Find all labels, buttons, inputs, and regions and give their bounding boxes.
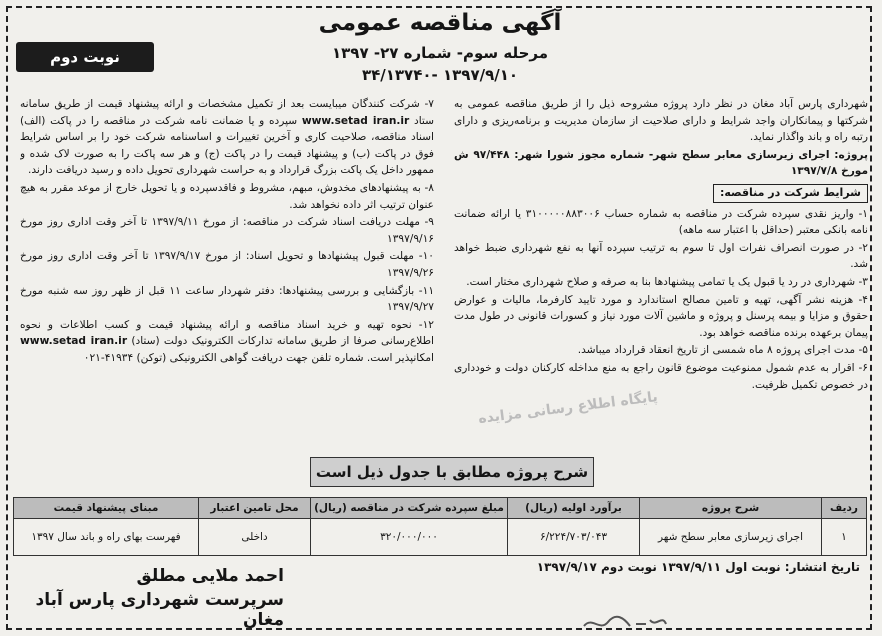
condition-item: ۹- مهلت دریافت اسناد شرکت در مناقصه: از مورخ ۱۳۹۷/۹/۱۱ تا آخر وقت اداری روز مورخ ۱۳۹۷/۹/۱۶ [20,216,434,245]
table-row [14,519,867,556]
watermark: پایگاه اطلاع رسانی مزایده [477,389,659,427]
cell-deposit: ۳۲۰/۰۰۰/۰۰۰ [311,519,508,556]
cell-estimate: ۶/۲۲۴/۷۰۳/۰۴۳ [508,519,640,556]
cell-row-number: ۱ [822,519,867,556]
handwritten-mark-icon [580,612,670,634]
page-title: آگهی مناقصه عمومی [318,10,562,36]
condition-item: ۲- در صورت انصراف نفرات اول تا سوم به ترتیب سپرده آنها به نفع شهرداری ضبط خواهد شد. [454,241,868,271]
signer-title: سرپرست شهرداری پارس آباد مغان [35,590,284,630]
header-funding-source: محل تامین اعتبار [199,498,311,519]
reference-number: ۱۳۹۷/۹/۱۰ -۳۴/۱۳۷۴۰ [361,66,519,84]
setad-link[interactable]: www.setad iran.ir [301,114,410,127]
publication-date: تاریخ انتشار: نوبت اول ۱۳۹۷/۹/۱۱ نوبت دوم ۱۳۹۷/۹/۱۷ [536,560,860,574]
project-table [13,497,867,556]
setad-link[interactable]: www.setad iran.ir [20,335,128,348]
left-column [20,96,434,454]
condition-item: ۱۱- بازگشایی و بررسی پیشنهادها: دفتر شهردار ساعت ۱۱ قبل از ظهر روز سه شنبه مورخ ۱۳۹۷/۹/۲۷ [20,284,434,314]
condition-item: ۵- مدت اجرای پروژه ۸ ماه شمسی از تاریخ انعقاد قرارداد میباشد. [577,344,868,357]
header-project-desc: شرح پروژه [640,498,822,519]
header-deposit: مبلغ سپرده شرکت در مناقصه (ریال) [311,498,508,519]
condition-item: ۶- اقرار به عدم شمول ممنوعیت موضوع قانون راجع به منع مداخله کارکنان دولت و خودداری در خصوص تکمیل ظرفیت. [454,361,868,391]
stage-number: مرحله سوم- شماره ۲۷- ۱۳۹۷ [331,44,548,62]
table-title: شرح پروژه مطابق با جدول ذیل است [310,457,594,487]
conditions-heading: شرایط شرکت در مناقصه: [713,184,868,203]
header-row-number: ردیف [822,498,867,519]
round-badge: نوبت دوم [16,42,154,72]
header-estimate: برآورد اولیه (ریال) [508,498,640,519]
condition-item: ۱۰- مهلت قبول پیشنهادها و تحویل اسناد: از مورخ ۱۳۹۷/۹/۱۷ تا آخر وقت اداری روز مورخ ۱۳۹۷/۹/۲۶ [20,250,434,279]
condition-item: ۳- شهرداری در رد یا قبول یک یا تمامی پیشنهادها بنا به صرفه و صلاح شهرداری مختار است. [466,275,868,288]
condition-item: ۸- به پیشنهادهای مخدوش، مبهم، مشروط و فاقدسپرده و یا تحویل خارج از موعد مقرر به هیچ عنوان ترتیب اثر داده نخواهد شد. [20,181,434,211]
cell-price-basis: فهرست بهای راه و باند سال ۱۳۹۷ [14,519,199,556]
project-line: پروژه: اجرای زیرسازی معابر سطح شهر- شماره مجوز شورا شهر: ۹۷/۴۴۸ ش مورخ ۱۳۹۷/۷/۸ [454,148,868,178]
header-price-basis: مبنای پیشنهاد قیمت [14,498,199,519]
signer-name: احمد ملایی مطلق [136,566,284,586]
cell-project-desc: اجرای زیرسازی معابر سطح شهر [640,519,822,556]
table-header-row [14,498,867,519]
condition-item: ۷- شرکت کنندگان میبایست بعد از تکمیل مشخصات و ارائه پیشنهاد قیمت از طریق سامانه ستاد www.setad iran.ir سپرده و یا ضمانت نامه شرکت در مناقصه را در پاکت (الف) اسناد مناقصه، صلاحیت کاری و آخرین تغییرات و اساسنامه شرکت خود را بر اساس شرایط فوق در پاکت (ب) و پیشنهاد قیمت را در پاکت (ج) و هر سه پاکت را به صورت لاک شده و ممهور داخل یک پاکت بزرگ قرارداد و به حراست شهرداری تحویل داده و رسید دریافت دارند. [20,98,434,177]
cell-funding-source: داخلی [199,519,311,556]
condition-item: ۴- هزینه نشر آگهی، تهیه و تامین مصالح استاندارد و مورد تایید کارفرما، مالیات و عوارض حقوق و مزایا و بیمه پرسنل و پروژه و ماشین آلات مورد نیاز و کسورات قانونی در طول مدت پیمان برعهده برنده مناقصه خواهد بود. [454,293,868,339]
condition-item: ۱۲- نحوه تهیه و خرید اسناد مناقصه و ارائه پیشنهاد قیمت و کسب اطلاعات و نحوه اطلاع‌رسانی صرفا از طریق سامانه تدارکات الکترونیک دولت (ستاد) www.setad iran.ir امکانپذیر است. شماره تلفن جهت دریافت گواهی الکترونیکی (توکن) ۴۱۹۳۴-۰۲۱ [20,318,434,364]
condition-item: ۱- واریز نقدی سپرده شرکت در مناقصه به شماره حساب ۳۱۰۰۰۰۰۸۸۳۰۰۶ یا ارائه ضمانت نامه بانکی معتبر (حداقل با اعتبار سه ماهه) [454,207,868,237]
intro-paragraph: شهرداری پارس آباد مغان در نظر دارد پروژه مشروحه ذیل را از طریق مناقصه عمومی به شرکتها و پیمانکاران واجد شرایط و دارای صلاحیت از سازمان مدیریت و برنامه‌ریزی و دارای رتبه راه و باند واگذار نماید. [454,98,868,144]
